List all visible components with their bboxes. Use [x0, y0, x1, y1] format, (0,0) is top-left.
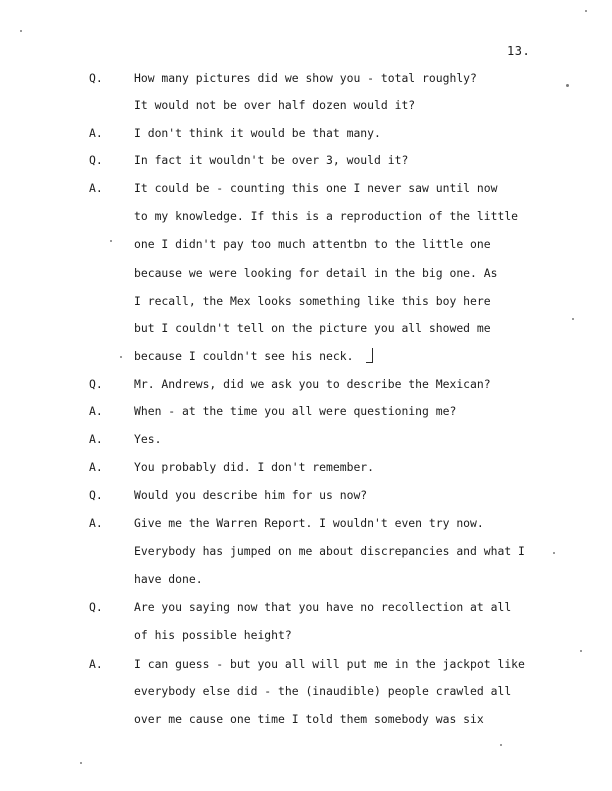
speaker-label: Q.	[89, 377, 103, 391]
scan-speck	[553, 552, 555, 554]
transcript-line	[0, 683, 612, 699]
speaker-label: A.	[89, 126, 103, 140]
line-text: Everybody has jumped on me about discrepancies and what I	[134, 544, 525, 558]
line-text: It would not be over half dozen would it?	[134, 98, 416, 112]
scan-speck	[572, 318, 574, 320]
line-text: You probably did. I don't remember.	[134, 460, 375, 474]
transcript-line	[0, 599, 612, 615]
speaker-label: A.	[89, 181, 103, 195]
line-text: How many pictures did we show you - total roughly?	[134, 71, 477, 85]
scan-speck	[20, 30, 22, 32]
transcript-line	[0, 571, 612, 587]
transcript-line	[0, 376, 612, 392]
line-text: everybody else did - the (inaudible) people crawled all	[134, 684, 512, 698]
transcript-line	[0, 152, 612, 168]
line-text: Are you saying now that you have no recollection at all	[134, 600, 512, 614]
transcript-line	[0, 293, 612, 309]
transcript-line	[0, 70, 612, 86]
line-text: Would you describe him for us now?	[134, 488, 368, 502]
transcript-line	[0, 348, 612, 364]
speaker-label: Q.	[89, 600, 103, 614]
speaker-label: Q.	[89, 488, 103, 502]
transcript-line	[0, 236, 612, 252]
line-text: It could be - counting this one I never saw until now	[134, 181, 498, 195]
transcript-line	[0, 180, 612, 196]
scan-speck	[80, 762, 82, 764]
transcript-line	[0, 487, 612, 503]
transcript-line	[0, 97, 612, 113]
line-text: because we were looking for detail in the big one. As	[134, 266, 498, 280]
line-text: In fact it wouldn't be over 3, would it?	[134, 153, 409, 167]
line-text: I recall, the Mex looks something like this boy here	[134, 294, 491, 308]
scan-speck	[120, 356, 122, 358]
line-text: Mr. Andrews, did we ask you to describe the Mexican?	[134, 377, 491, 391]
speaker-label: A.	[89, 516, 103, 530]
line-text: Give me the Warren Report. I wouldn't even try now.	[134, 516, 484, 530]
line-text: I can guess - but you all will put me in the jackpot like	[134, 657, 525, 671]
scan-speck	[585, 10, 587, 12]
transcript-line	[0, 431, 612, 447]
transcript-line	[0, 543, 612, 559]
transcript-line	[0, 125, 612, 141]
line-text: have done.	[134, 572, 203, 586]
speaker-label: A.	[89, 432, 103, 446]
speaker-label: A.	[89, 460, 103, 474]
speaker-label: A.	[89, 657, 103, 671]
transcript-line	[0, 265, 612, 281]
line-text: I don't think it would be that many.	[134, 126, 381, 140]
page-number: 13.	[507, 44, 531, 58]
scan-speck	[500, 744, 502, 746]
line-text: to my knowledge. If this is a reproduction of the little	[134, 209, 519, 223]
handwritten-bracket-mark	[366, 348, 373, 363]
speaker-label: A.	[89, 404, 103, 418]
line-text: but I couldn't tell on the picture you all showed me	[134, 321, 491, 335]
transcript-line	[0, 627, 612, 643]
line-text: because I couldn't see his neck.	[134, 349, 354, 363]
line-text: of his possible height?	[134, 628, 292, 642]
speaker-label: Q.	[89, 153, 103, 167]
line-text: over me cause one time I told them somebody was six	[134, 712, 484, 726]
transcript-line	[0, 656, 612, 672]
transcript-line	[0, 320, 612, 336]
scan-speck	[580, 650, 582, 652]
transcript-line	[0, 403, 612, 419]
transcript-line	[0, 711, 612, 727]
transcript-line	[0, 208, 612, 224]
scan-speck	[566, 84, 569, 87]
transcript-line	[0, 459, 612, 475]
line-text: When - at the time you all were questioning me?	[134, 404, 457, 418]
line-text: Yes.	[134, 432, 162, 446]
line-text: one I didn't pay too much attentbn to the little one	[134, 237, 491, 251]
scan-speck	[110, 240, 112, 242]
transcript-line	[0, 515, 612, 531]
speaker-label: Q.	[89, 71, 103, 85]
